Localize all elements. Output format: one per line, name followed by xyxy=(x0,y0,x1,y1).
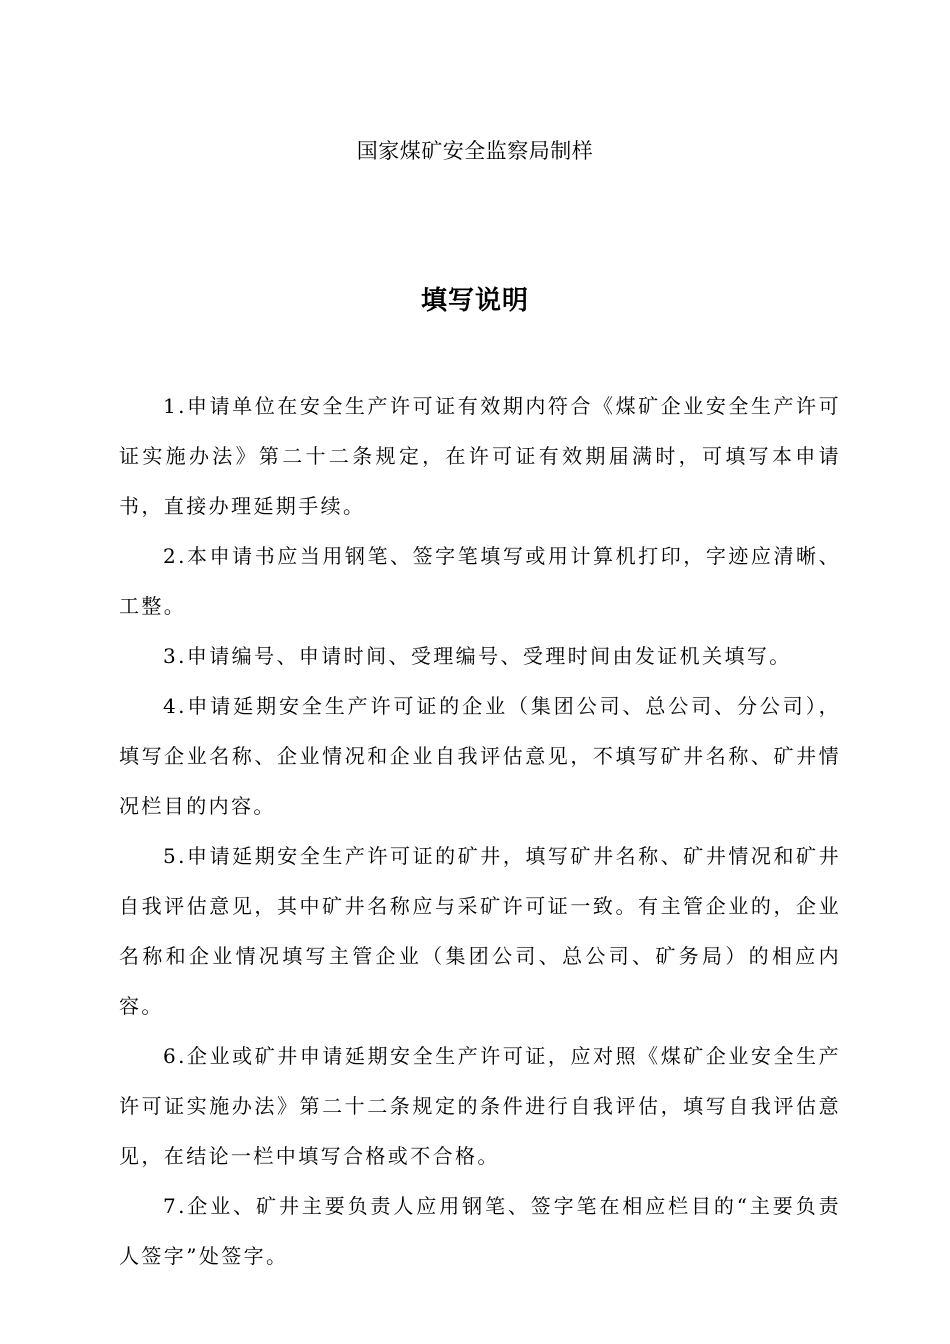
instruction-paragraph-5: 5.申请延期安全生产许可证的矿井，填写矿井名称、矿井情况和矿井自我评估意见，其中矿井名称应与采矿许可证一致。有主管企业的，企业名称和企业情况填写主管企业（集团公司、总公司、矿务局）的相应内容。 xyxy=(119,844,841,1018)
instruction-paragraph-1: 1.申请单位在安全生产许可证有效期内符合《煤矿企业安全生产许可证实施办法》第二十二条规定，在许可证有效期届满时，可填写本申请书，直接办理延期手续。 xyxy=(119,394,841,518)
instruction-paragraph-2: 2.本申请书应当用钢笔、签字笔填写或用计算机打印，字迹应清晰、工整。 xyxy=(119,544,841,618)
instructions-body xyxy=(119,381,841,1281)
instruction-paragraph-7: 7.企业、矿井主要负责人应用钢笔、签字笔在相应栏目的“主要负责人签字”处签字。 xyxy=(119,1194,841,1268)
instruction-paragraph-6: 6.企业或矿井申请延期安全生产许可证，应对照《煤矿企业安全生产许可证实施办法》第二十二条规定的条件进行自我评估，填写自我评估意见，在结论一栏中填写合格或不合格。 xyxy=(119,1044,841,1168)
issuer-line: 国家煤矿安全监察局制样 xyxy=(356,139,594,163)
page-title: 填写说明 xyxy=(420,286,529,316)
instruction-paragraph-3: 3.申请编号、申请时间、受理编号、受理时间由发证机关填写。 xyxy=(163,644,792,668)
instruction-paragraph-4: 4.申请延期安全生产许可证的企业（集团公司、总公司、分公司），填写企业名称、企业情况和企业自我评估意见，不填写矿井名称、矿井情况栏目的内容。 xyxy=(119,694,841,818)
